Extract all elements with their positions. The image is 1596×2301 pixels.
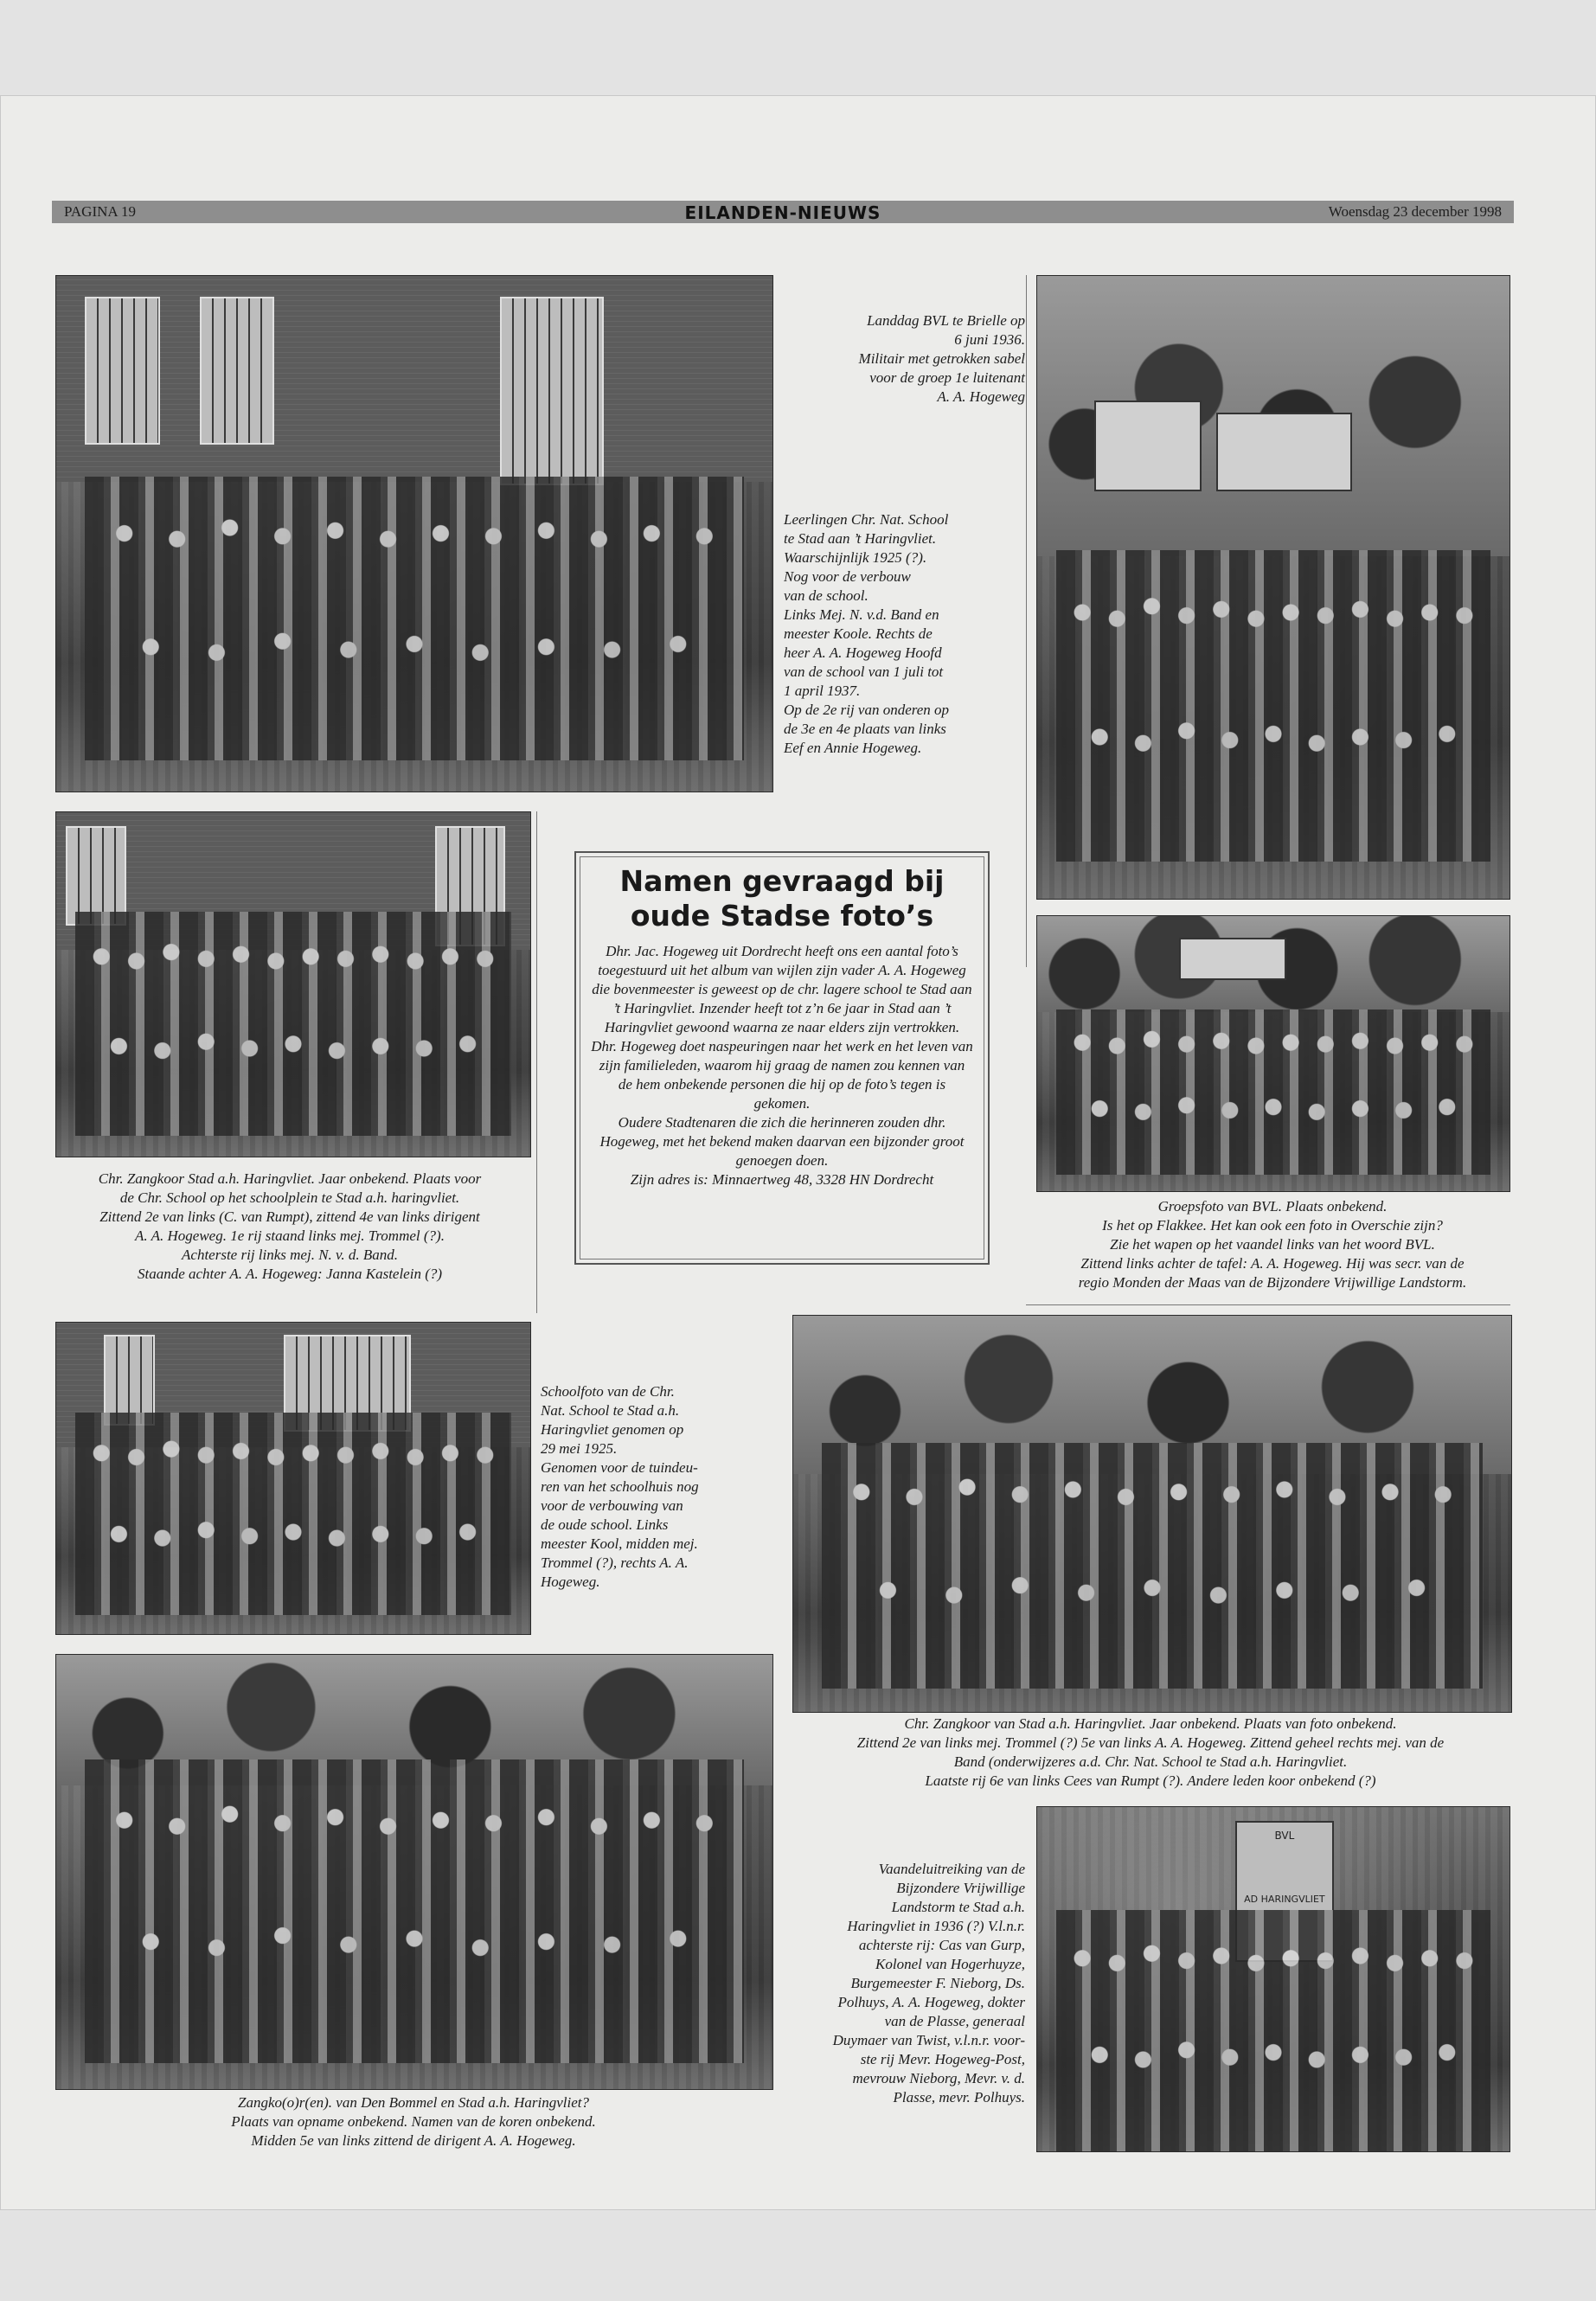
caption-groepsfoto: Groepsfoto van BVL. Plaats onbekend. Is het op Flakkee. Het kan ook een foto in Overschie zijn? Zie het wapen op het vaandel links van het woord BVL. Zittend links achter de tafel: A. A. Hogeweg. Hij was secr. van de regio Monden der Maas van de Bijzondere Vrijwillige Landstorm. (1078, 1198, 1467, 1291)
caption-landdag: Landdag BVL te Brielle op 6 juni 1936. Militair met getrokken sabel voor de groep 1e luitenant A. A. Hogeweg (858, 312, 1025, 405)
banner-text-bvl: BVL (1274, 1829, 1295, 1842)
photo-zangkoor-buiten (792, 1315, 1512, 1713)
banner-text-haringvliet: AD HARINGVLIET (1244, 1893, 1325, 1905)
newspaper-title: EILANDEN-NIEUWS (684, 202, 881, 223)
caption-zangkoor-buiten: Chr. Zangkoor van Stad a.h. Haringvliet. Jaar onbekend. Plaats van foto onbekend. Zittend 2e van links mej. Trommel (?) 5e van links A. A. Hogeweg. Zittend geheel rechts mej. van de Band (onderwijzeres a.d. Chr. Nat. School te Stad a.h. Haringvliet. Laatste rij 6e van links Cees van Rumpt (?). Andere leden koor onbekend (?) (856, 1715, 1445, 1789)
masthead (52, 201, 1514, 223)
caption-zangkoren: Zangko(o)r(en). van Den Bommel en Stad a.h. Haringvliet? Plaats van opname onbekend. Namen van de koren onbekend. Midden 5e van links zittend de dirigent A. A. Hogeweg. (231, 2094, 596, 2149)
photo-schoolfoto-1925 (55, 1322, 531, 1635)
photo-vaandeluitreiking (1036, 1806, 1510, 2152)
article-box (574, 851, 990, 1265)
caption-leerlingen: Leerlingen Chr. Nat. School te Stad aan ’t Haringvliet. Waarschijnlijk 1925 (?). Nog voor de verbouw van de school. Links Mej. N. v.d. Band en meester Koole. Rechts de heer A. A. Hogeweg Hoofd van de school van 1 juli tot 1 april 1937. Op de 2e rij van onderen op de 3e en 4e plaats van links Eef en Annie Hogeweg. (784, 511, 950, 756)
caption-vaandel: Vaandeluitreiking van de Bijzondere Vrijwillige Landstorm te Stad a.h. Haringvliet in 1936 (?) V.l.n.r. achterste rij: Cas van Gurp, Kolonel van Hogerhuyze, Burgemeester F. Nieborg, Ds. Polhuys, A. A. Hogeweg, dokter van de Plasse, generaal Duymaer van Twist, v.l.n.r. voor- ste rij Mevr. Hogeweg-Post, mevrouw Nieborg, Mevr. v. d. Plasse, mevr. Polhuys. (832, 1861, 1025, 2106)
caption-schoolfoto: Schoolfoto van de Chr. Nat. School te Stad a.h. Haringvliet genomen op 29 mei 1925. Genomen voor de tuindeu- ren van het schoolhuis nog voor de verbouwing van de oude school. Links meester Kool, midden mej. Trommel (?), rechts A. A. Hogeweg. (541, 1383, 699, 1590)
photo-leerlingen (55, 275, 773, 792)
photo-zangkoor-schoolplein (55, 811, 531, 1157)
article-headline: Namen gevraagd bij oude Stadse foto’s (619, 864, 945, 933)
caption-zangkoor-schoolplein: Chr. Zangkoor Stad a.h. Haringvliet. Jaar onbekend. Plaats voor de Chr. School op het schoolplein te Stad a.h. haringvliet. Zittend 2e van links (C. van Rumpt), zittend 4e van links dirigent A. A. Hogeweg. 1e rij staand links mej. Trommel (?). Achterste rij links mej. N. v. d. Band. Staande achter A. A. Hogeweg: Janna Kastelein (?) (98, 1170, 482, 1282)
page-number: PAGINA 19 (64, 203, 136, 220)
photo-landdag (1036, 275, 1510, 900)
issue-date: Woensdag 23 december 1998 (1328, 203, 1502, 220)
photo-zangkoren (55, 1654, 773, 2090)
article-body: Dhr. Jac. Hogeweg uit Dordrecht heeft ons een aantal foto’s toegestuurd uit het album van wijlen zijn vader A. A. Hogeweg die bovenmeester is geweest op de chr. lagere school te Stad aan ’t Haringvliet. Inzender heeft tot z’n 6e jaar in Stad aan ’t Haringvliet gewoond waarna ze naar elders zijn vertrokken. Dhr. Hogeweg doet naspeuringen naar het werk en het leven van zijn familieleden, waarom hij graag de namen zou kennen van de hem onbekende personen die hij op de foto’s tegen is gekomen. Oudere Stadtenaren die zich die herinneren zouden dhr. Hogeweg, met het bekend maken daarvan een bijzonder groot genoegen doen. Zijn adres is: Minnaertweg 48, 3328 HN Dordrecht (591, 943, 973, 1188)
photo-groepsfoto-bvl (1036, 915, 1510, 1192)
